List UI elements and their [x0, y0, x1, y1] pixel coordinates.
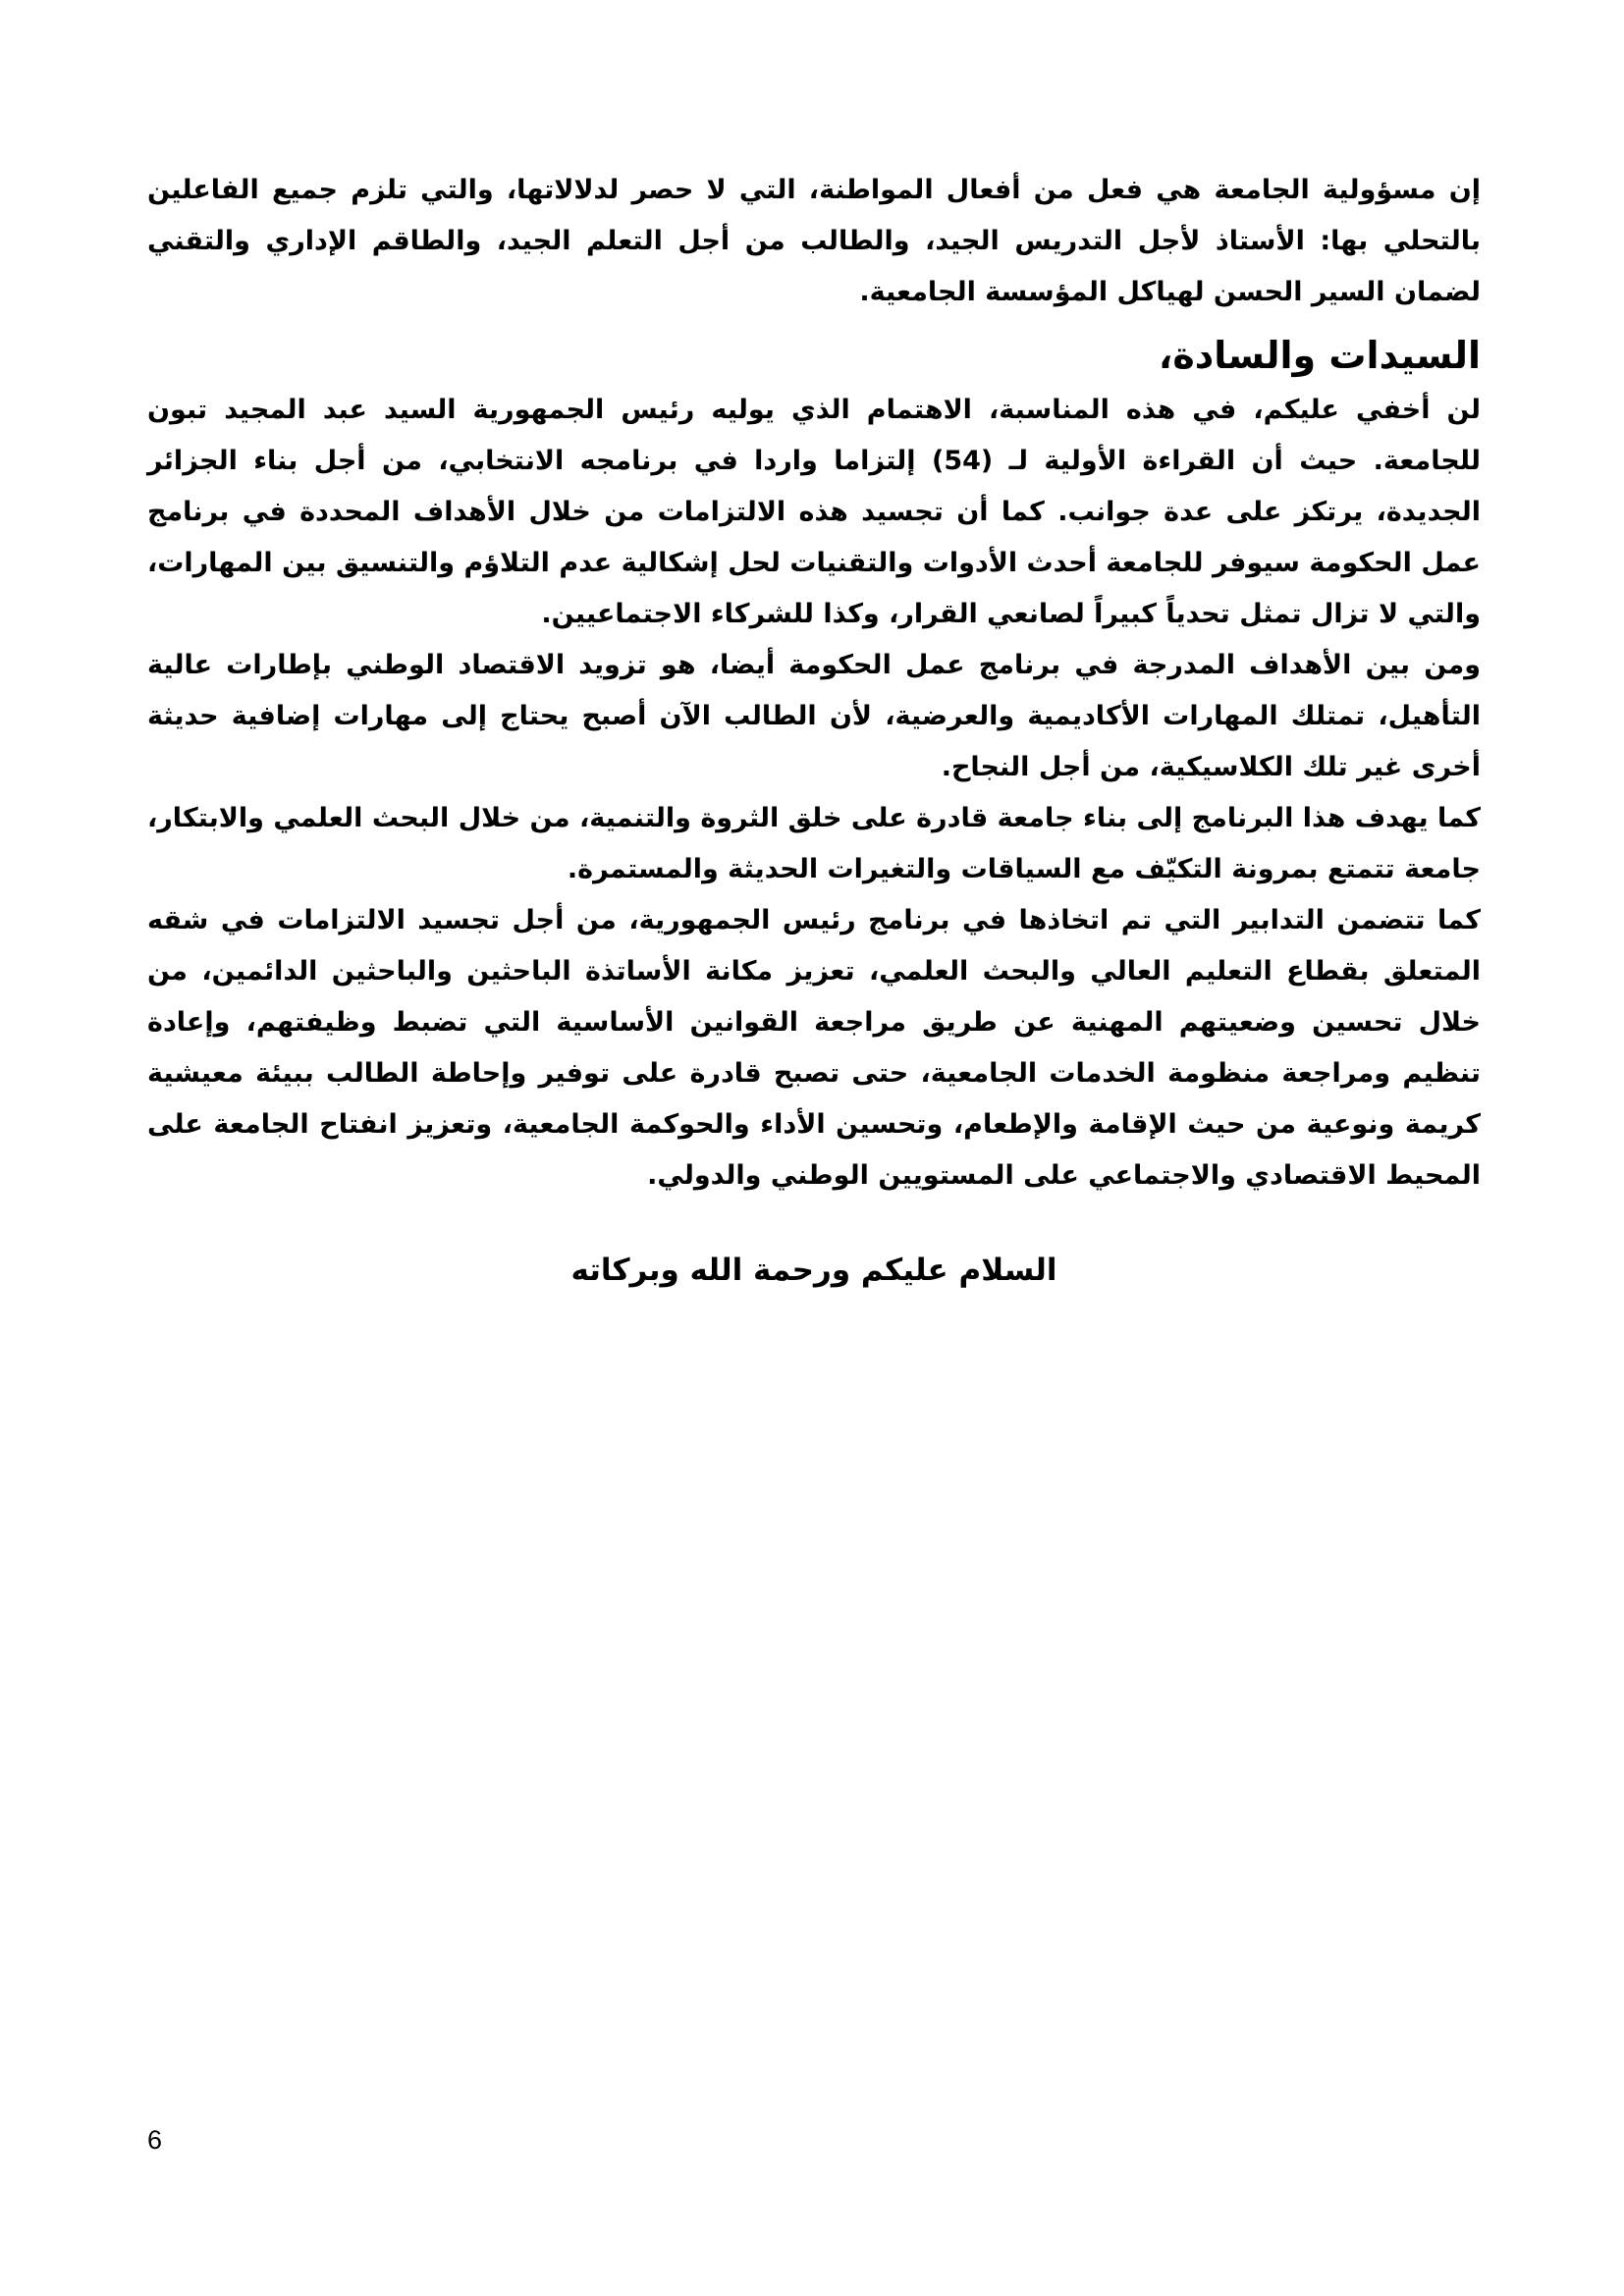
- paragraph-intro: إن مسؤولية الجامعة هي فعل من أفعال المواطنة، التي لا حصر لدلالاتها، والتي تلزم جميع الفاعلين بالتحلي بها: الأستاذ لأجل التدريس الجيد، والطالب من أجل التعلم الجيد، والطاقم الإداري والتقني لضمان السير الحسن لهياكل المؤسسة الجامعية.: [147, 175, 1481, 307]
- page-content: [147, 165, 1481, 1296]
- paragraph-4: كما تتضمن التدابير التي تم اتخاذها في برنامج رئيس الجمهورية، من أجل تجسيد الالتزامات في شقه المتعلق بقطاع التعليم العالي والبحث العلمي، تعزيز مكانة الأساتذة الباحثين والباحثين الدائمين، من خلال تحسين وضعيتهم المهنية عن طريق مراجعة القوانين الأساسية التي تضبط وظيفتهم، وإعادة تنظيم ومراجعة منظومة الخدمات الجامعية، حتى تصبح قادرة على توفير وإحاطة الطالب ببيئة معيشية كريمة ونوعية من حيث الإقامة والإطعام، وتحسين الأداء والحوكمة الجامعية، وتعزيز انفتاح الجامعة على المحيط الاقتصادي والاجتماعي على المستويين الوطني والدولي.: [147, 905, 1481, 1191]
- page-number: 6: [147, 2125, 163, 2155]
- paragraph-1: لن أخفي عليكم، في هذه المناسبة، الاهتمام الذي يوليه رئيس الجمهورية السيد عبد المجيد تبون للجامعة. حيث أن القراءة الأولية لـ (54) إلتزاما واردا في برنامجه الانتخابي، من أجل بناء الجزائر الجديدة، يرتكز على عدة جوانب. كما أن تجسيد هذه الالتزامات من خلال الأهداف المحددة في برنامج عمل الحكومة سيوفر للجامعة أحدث الأدوات والتقنيات لحل إشكالية عدم التلاؤم والتنسيق بين المهارات، والتي لا تزال تمثل تحدياً كبيراً لصانعي القرار، وكذا للشركاء الاجتماعيين.: [147, 395, 1481, 629]
- paragraph-2: ومن بين الأهداف المدرجة في برنامج عمل الحكومة أيضا، هو تزويد الاقتصاد الوطني بإطارات عالية التأهيل، تمتلك المهارات الأكاديمية والعرضية، لأن الطالب الآن أصبح يحتاج إلى مهارات إضافية حديثة أخرى غير تلك الكلاسيكية، من أجل النجاح.: [147, 650, 1481, 782]
- paragraph-3: كما يهدف هذا البرنامج إلى بناء جامعة قادرة على خلق الثروة والتنمية، من خلال البحث العلمي والابتكار، جامعة تتمتع بمرونة التكيّف مع السياقات والتغيرات الحديثة والمستمرة.: [147, 803, 1481, 884]
- closing-salutation: السلام عليكم ورحمة الله وبركاته: [570, 1253, 1057, 1288]
- section-heading: السيدات والسادة،: [1158, 334, 1481, 377]
